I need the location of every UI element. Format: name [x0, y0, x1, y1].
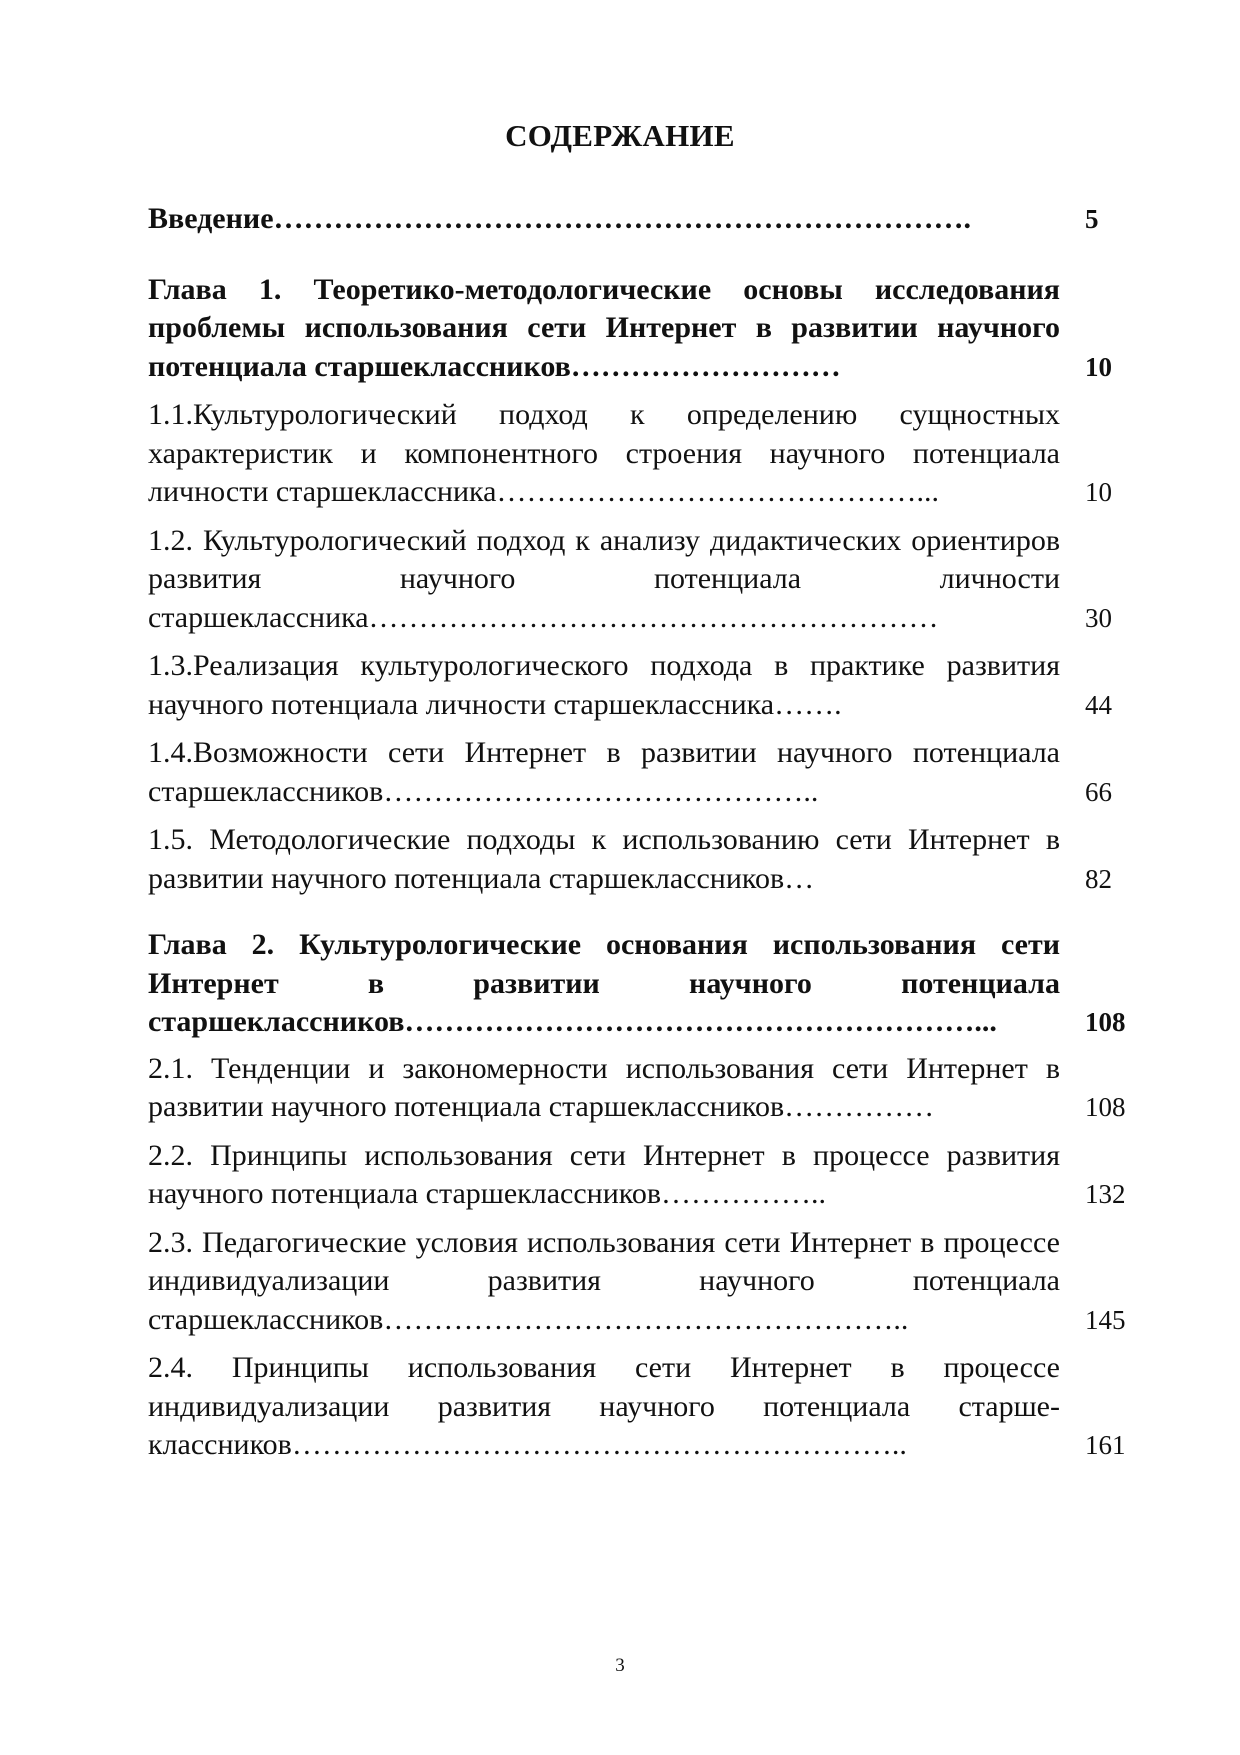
toc-entry-section-1-1 [148, 396, 1128, 512]
toc-entry-text: 1.5. Методологические подходы к использованию сети Интернет в развитии научного потенциала старшеклассников… [148, 823, 1060, 895]
toc-entry-text: Введение……………………………………………………………. [148, 202, 972, 235]
toc-entry-text: 1.1.Культурологический подход к определению сущностных характеристик и компонентного строения научного потенциала личности старшеклассника……………………………………... [148, 398, 1060, 508]
toc-entry-chapter-1 [148, 271, 1128, 387]
toc-entry-text: 1.3.Реализация культурологического подхода в практике развития научного потенциала личности старшеклассника……. [148, 649, 1060, 721]
toc-entry-page: 132 [1085, 1179, 1126, 1209]
toc-entry-page: 108 [1085, 1007, 1126, 1037]
toc-entry-page: 161 [1085, 1430, 1126, 1460]
toc-entry-page: 44 [1085, 689, 1112, 720]
toc-entry-section-1-3 [148, 647, 1128, 724]
toc-entry-page: 5 [1085, 204, 1099, 234]
document-title: СОДЕРЖАНИЕ [505, 118, 735, 153]
toc-entry-chapter-2 [148, 926, 1128, 1042]
toc-entry-text: 1.2. Культурологический подход к анализу дидактических ориентиров развития научного потенциала личности старшеклассника………………………………………………… [148, 523, 1060, 634]
toc-entry-page: 82 [1085, 863, 1112, 894]
toc-entry-text: 2.2. Принципы использования сети Интернет в процессе развития научного потенциала старшеклассников…………….. [148, 1138, 1060, 1210]
table-of-contents [148, 200, 1128, 1465]
toc-entry-section-2-1 [148, 1050, 1128, 1127]
toc-entry-section-1-2 [148, 522, 1128, 638]
toc-entry-text: 1.4.Возможности сети Интернет в развитии научного потенциала старшеклассников…………………………………….. [148, 736, 1060, 808]
toc-entry-page: 10 [1085, 477, 1112, 507]
toc-entry-text: 2.4. Принципы использования сети Интернет в процессе индивидуализации развития научного потенциала старше-классников…………………………………………………….. [148, 1351, 1060, 1461]
toc-entry-page: 10 [1085, 351, 1112, 382]
toc-entry-text: 2.3. Педагогические условия использования сети Интернет в процессе индивидуализации развития научного потенциала старшеклассников…………………………………………….. [148, 1225, 1060, 1336]
toc-entry-section-2-4 [148, 1349, 1128, 1465]
toc-entry-text: 2.1. Тенденции и закономерности использования сети Интернет в развитии научного потенциала старшеклассников…………… [148, 1051, 1060, 1123]
toc-entry-text: Глава 1. Теоретико-методологические основы исследования проблемы использования сети Интернет в развитии научного потенциала старшеклассников……………………… [148, 272, 1060, 383]
toc-entry-page: 30 [1085, 602, 1112, 633]
toc-entry-page: 145 [1085, 1304, 1126, 1335]
toc-entry-introduction [148, 200, 1128, 239]
toc-entry-section-1-4 [148, 734, 1128, 811]
toc-entry-section-2-3 [148, 1224, 1128, 1340]
page-number: 3 [615, 1655, 625, 1676]
toc-entry-page: 66 [1085, 776, 1112, 807]
toc-entry-text: Глава 2. Культурологические основания использования сети Интернет в развитии научного потенциала старшеклассников…………………………………………………... [148, 928, 1060, 1038]
toc-entry-page: 108 [1085, 1092, 1126, 1122]
toc-entry-section-1-5 [148, 821, 1128, 898]
toc-entry-section-2-2 [148, 1137, 1128, 1214]
